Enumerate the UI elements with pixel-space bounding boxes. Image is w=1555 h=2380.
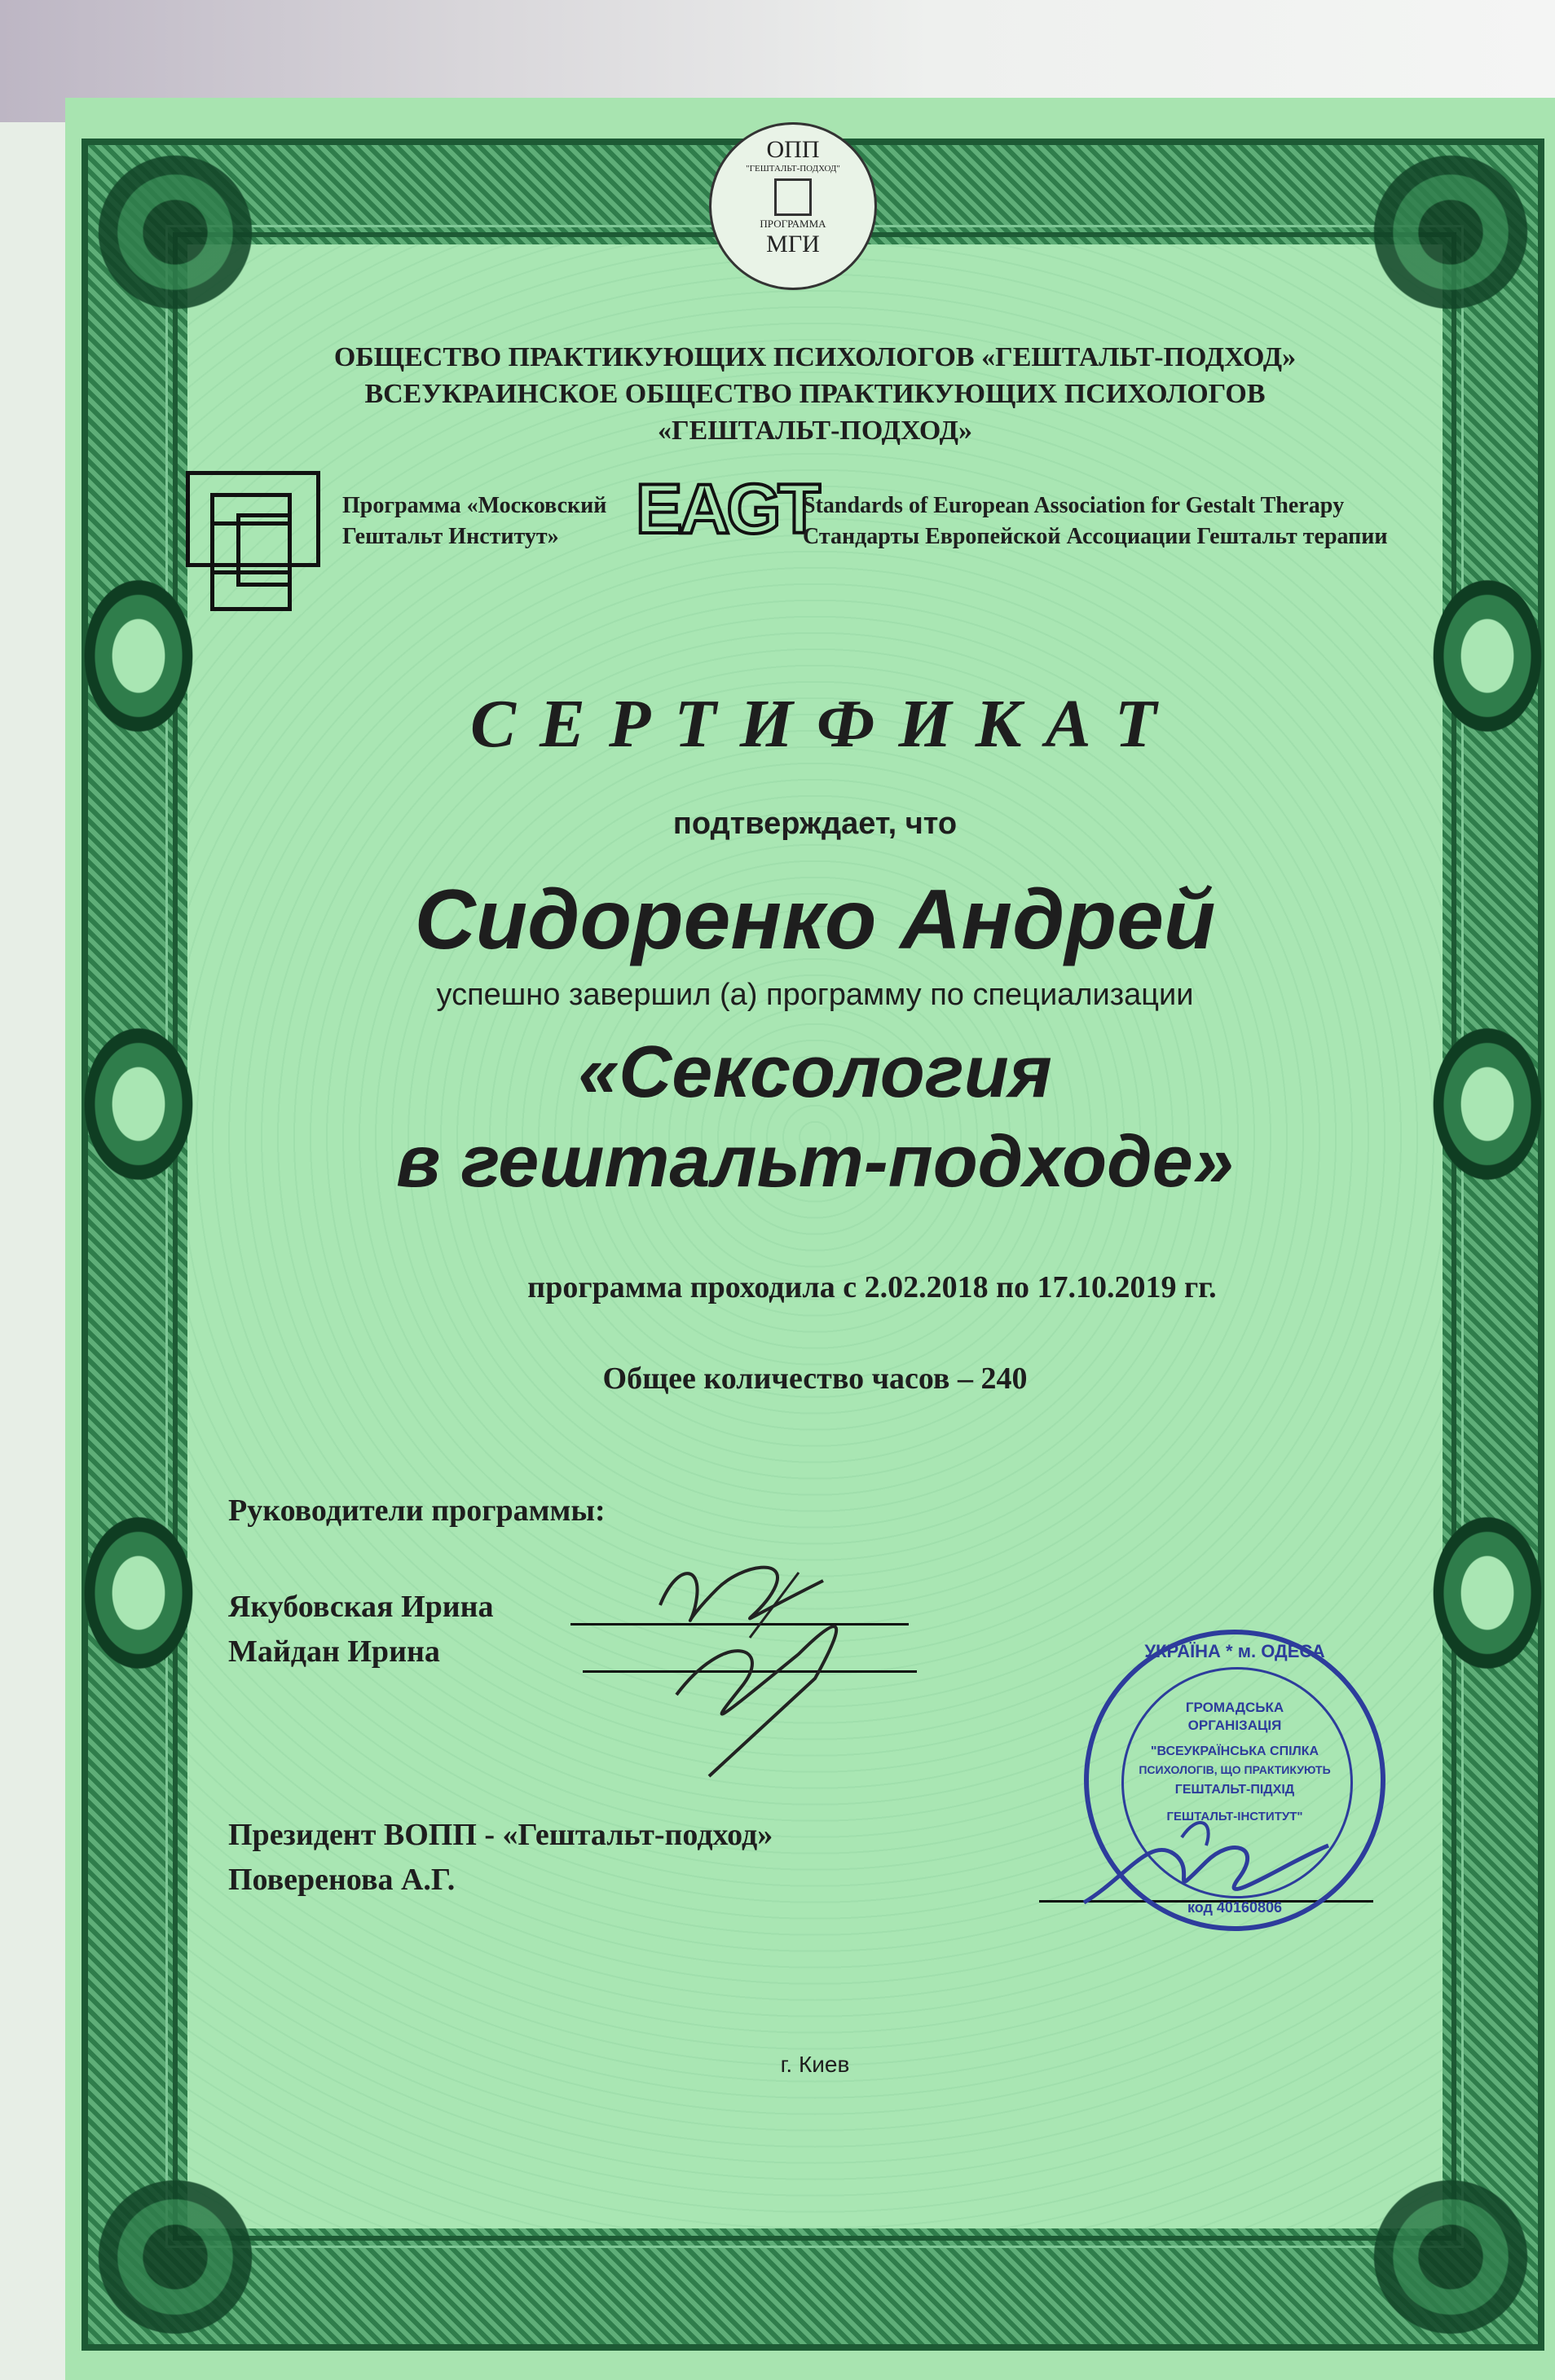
stamp-line-6: ГЕШТАЛЬТ-ІНСТИТУТ": [1166, 1810, 1303, 1823]
recipient-name: Сидоренко Андрей: [414, 873, 1216, 967]
header-line-3: «ГЕШТАЛЬТ-ПОДХОД»: [657, 416, 972, 446]
emblem-arc-text: "ГЕШТАЛЬТ-ПОДХОД": [746, 164, 840, 174]
stamp-outer-top: УКРАЇНА * м. ОДЕСА: [1144, 1641, 1325, 1661]
mgi-program-line-2: Гештальт Институт»: [342, 524, 559, 549]
leader-signatures-icon: [628, 1532, 896, 1793]
stamp-line-2: ОРГАНІЗАЦІЯ: [1187, 1718, 1282, 1733]
program-dates: программа проходила с 2.02.2018 по 17.10.2019 гг.: [527, 1270, 1217, 1304]
mgi-program-line-1: Программа «Московский: [342, 493, 607, 518]
eagt-logo: EAGT: [636, 470, 817, 548]
header-line-2: ВСЕУКРАИНСКОЕ ОБЩЕСТВО ПРАКТИКУЮЩИХ ПСИХОЛОГОВ: [364, 379, 1266, 409]
stamp-line-4: ПСИХОЛОГІВ, ЩО ПРАКТИКУЮТЬ: [1139, 1763, 1331, 1776]
emblem-program-text: ПРОГРАММА: [760, 218, 826, 230]
side-medallion-left-1: [77, 570, 200, 741]
leader-2-name: Майдан Ирина: [228, 1634, 440, 1669]
president-name: Поверенова А.Г.: [228, 1863, 456, 1897]
header-line-1: ОБЩЕСТВО ПРАКТИКУЮЩИХ ПСИХОЛОГОВ «ГЕШТАЛЬТ-ПОДХОД»: [333, 342, 1297, 372]
emblem-bottom-text: МГИ: [766, 231, 820, 257]
stamp-line-5: ГЕШТАЛЬТ-ПІДХІД: [1174, 1783, 1295, 1797]
corner-ornament-top-right: [1361, 143, 1540, 322]
emblem-square-icon: [774, 178, 812, 216]
leaders-heading: Руководители программы:: [228, 1494, 606, 1528]
confirms-text: подтверждает, что: [672, 807, 958, 841]
corner-ornament-bottom-right: [1361, 2167, 1540, 2347]
certificate-title: С Е Р Т И Ф И К А Т: [469, 686, 1161, 762]
corner-ornament-bottom-left: [86, 2167, 265, 2347]
eagt-standards-en: Standards of European Association for Gestalt Therapy: [803, 493, 1345, 518]
side-medallion-left-2: [77, 1018, 200, 1190]
completed-text: успешно завершил (а) программу по специализации: [436, 978, 1194, 1012]
stamp-outer-bottom: код 40160806: [1187, 1899, 1283, 1916]
side-medallion-right-3: [1426, 1507, 1548, 1678]
side-medallion-right-1: [1426, 570, 1548, 741]
president-title: Президент ВОПП - «Гештальт-подход»: [228, 1818, 773, 1852]
emblem-top-text: ОПП: [766, 136, 820, 163]
president-signature-icon: [1076, 1788, 1337, 1911]
side-medallion-right-2: [1426, 1018, 1548, 1190]
program-name-line-2: в гештальт-подходе»: [396, 1121, 1234, 1203]
stamp-line-3: "ВСЕУКРАЇНСЬКА СПІЛКА: [1150, 1744, 1319, 1758]
side-medallion-left-3: [77, 1507, 200, 1678]
program-name-line-1: «Сексология: [578, 1032, 1052, 1113]
opp-mgi-emblem: [709, 122, 877, 290]
stamp-line-1: ГРОМАДСЬКА: [1185, 1700, 1284, 1715]
eagt-standards-ru: Стандарты Европейской Ассоциации Гештальт терапии: [803, 524, 1388, 549]
corner-ornament-top-left: [86, 143, 265, 322]
leader-1-name: Якубовская Ирина: [228, 1590, 494, 1624]
city: г. Киев: [780, 2052, 850, 2077]
total-hours: Общее количество часов – 240: [602, 1362, 1028, 1396]
